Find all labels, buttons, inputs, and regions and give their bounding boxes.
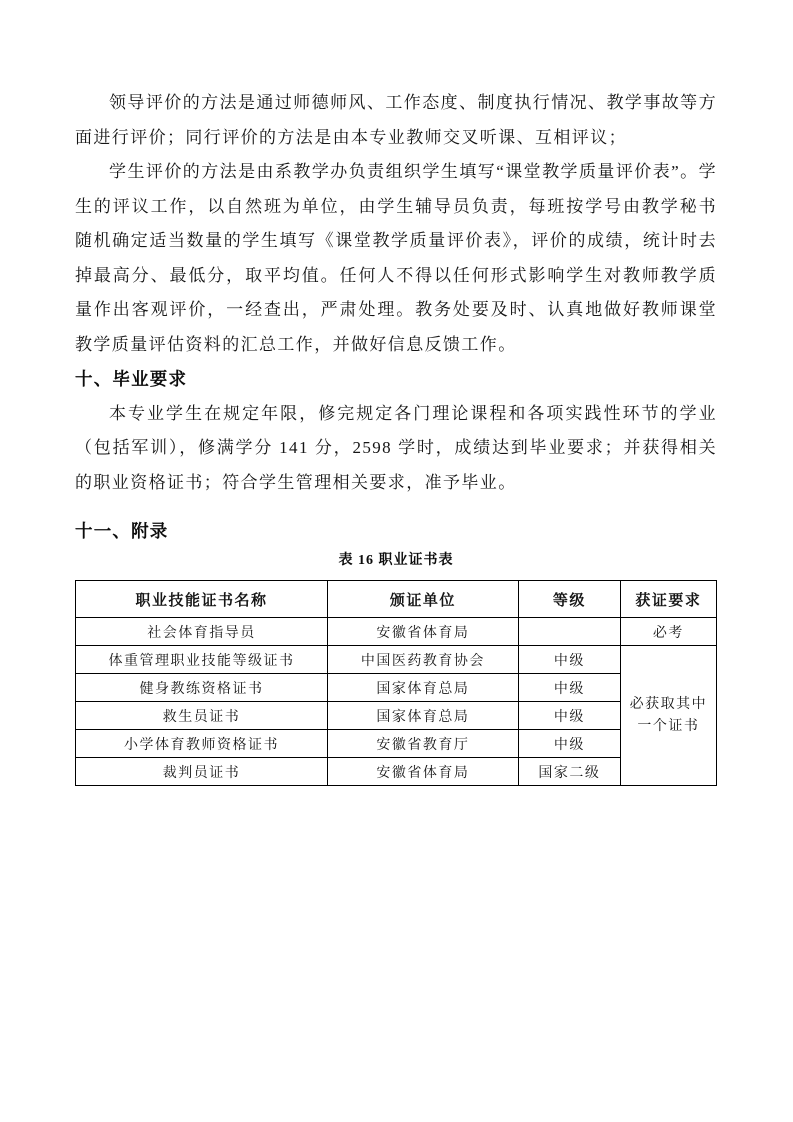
cell-certificate-name: 健身教练资格证书 <box>76 674 328 702</box>
cell-issuing-unit: 安徽省体育局 <box>327 618 518 646</box>
cell-requirement: 必考 <box>620 618 716 646</box>
paragraph-graduation-requirements: 本专业学生在规定年限，修完规定各门理论课程和各项实践性环节的学业（包括军训），修满学分 141 分，2598 学时，成绩达到毕业要求；并获得相关的职业资格证书；符合学生管理相关要求，准予毕业。 <box>75 403 717 492</box>
col-header-level: 等级 <box>518 581 620 618</box>
cell-level: 中级 <box>518 646 620 674</box>
table-caption: 表 16 职业证书表 <box>338 553 454 568</box>
cell-issuing-unit: 安徽省教育厅 <box>327 730 518 758</box>
col-header-issuing-unit: 颁证单位 <box>327 581 518 618</box>
table-row <box>76 618 717 646</box>
cell-certificate-name: 裁判员证书 <box>76 758 328 786</box>
heading-graduation-requirements: 十、毕业要求 <box>75 369 188 389</box>
cell-level <box>518 618 620 646</box>
cell-level: 国家二级 <box>518 758 620 786</box>
cell-certificate-name: 救生员证书 <box>76 702 328 730</box>
paragraph-student-evaluation: 学生评价的方法是由系教学办负责组织学生填写“课堂教学质量评价表”。学生的评议工作，以自然班为单位，由学生辅导员负责，每班按学号由教学秘书随机确定适当数量的学生填写《课堂教学质量评价表》，评价的成绩，统计时去掉最高分、最低分，取平均值。任何人不得以任何形式影响学生对教师教学质量作出客观评价，一经查出，严肃处理。教务处要及时、认真地做好教师课堂教学质量评估资料的汇总工作，并做好信息反馈工作。 <box>75 162 717 354</box>
col-header-certificate-name: 职业技能证书名称 <box>76 581 328 618</box>
cell-level: 中级 <box>518 674 620 702</box>
cell-issuing-unit: 国家体育总局 <box>327 702 518 730</box>
col-header-requirement: 获证要求 <box>620 581 716 618</box>
table-header-row <box>76 581 717 618</box>
paragraph-leader-evaluation: 领导评价的方法是通过师德师风、工作态度、制度执行情况、教学事故等方面进行评价；同行评价的方法是由本专业教师交叉听课、互相评议； <box>75 93 717 147</box>
cell-certificate-name: 社会体育指导员 <box>76 618 328 646</box>
cell-issuing-unit: 国家体育总局 <box>327 674 518 702</box>
heading-appendix: 十一、附录 <box>75 521 169 541</box>
cell-level: 中级 <box>518 730 620 758</box>
cell-level: 中级 <box>518 702 620 730</box>
table-row <box>76 646 717 674</box>
cell-certificate-name: 体重管理职业技能等级证书 <box>76 646 328 674</box>
cell-requirement-merged: 必获取其中一个证书 <box>620 646 716 786</box>
cell-issuing-unit: 中国医药教育协会 <box>327 646 518 674</box>
certificate-table <box>75 580 717 786</box>
cell-issuing-unit: 安徽省体育局 <box>327 758 518 786</box>
cell-certificate-name: 小学体育教师资格证书 <box>76 730 328 758</box>
